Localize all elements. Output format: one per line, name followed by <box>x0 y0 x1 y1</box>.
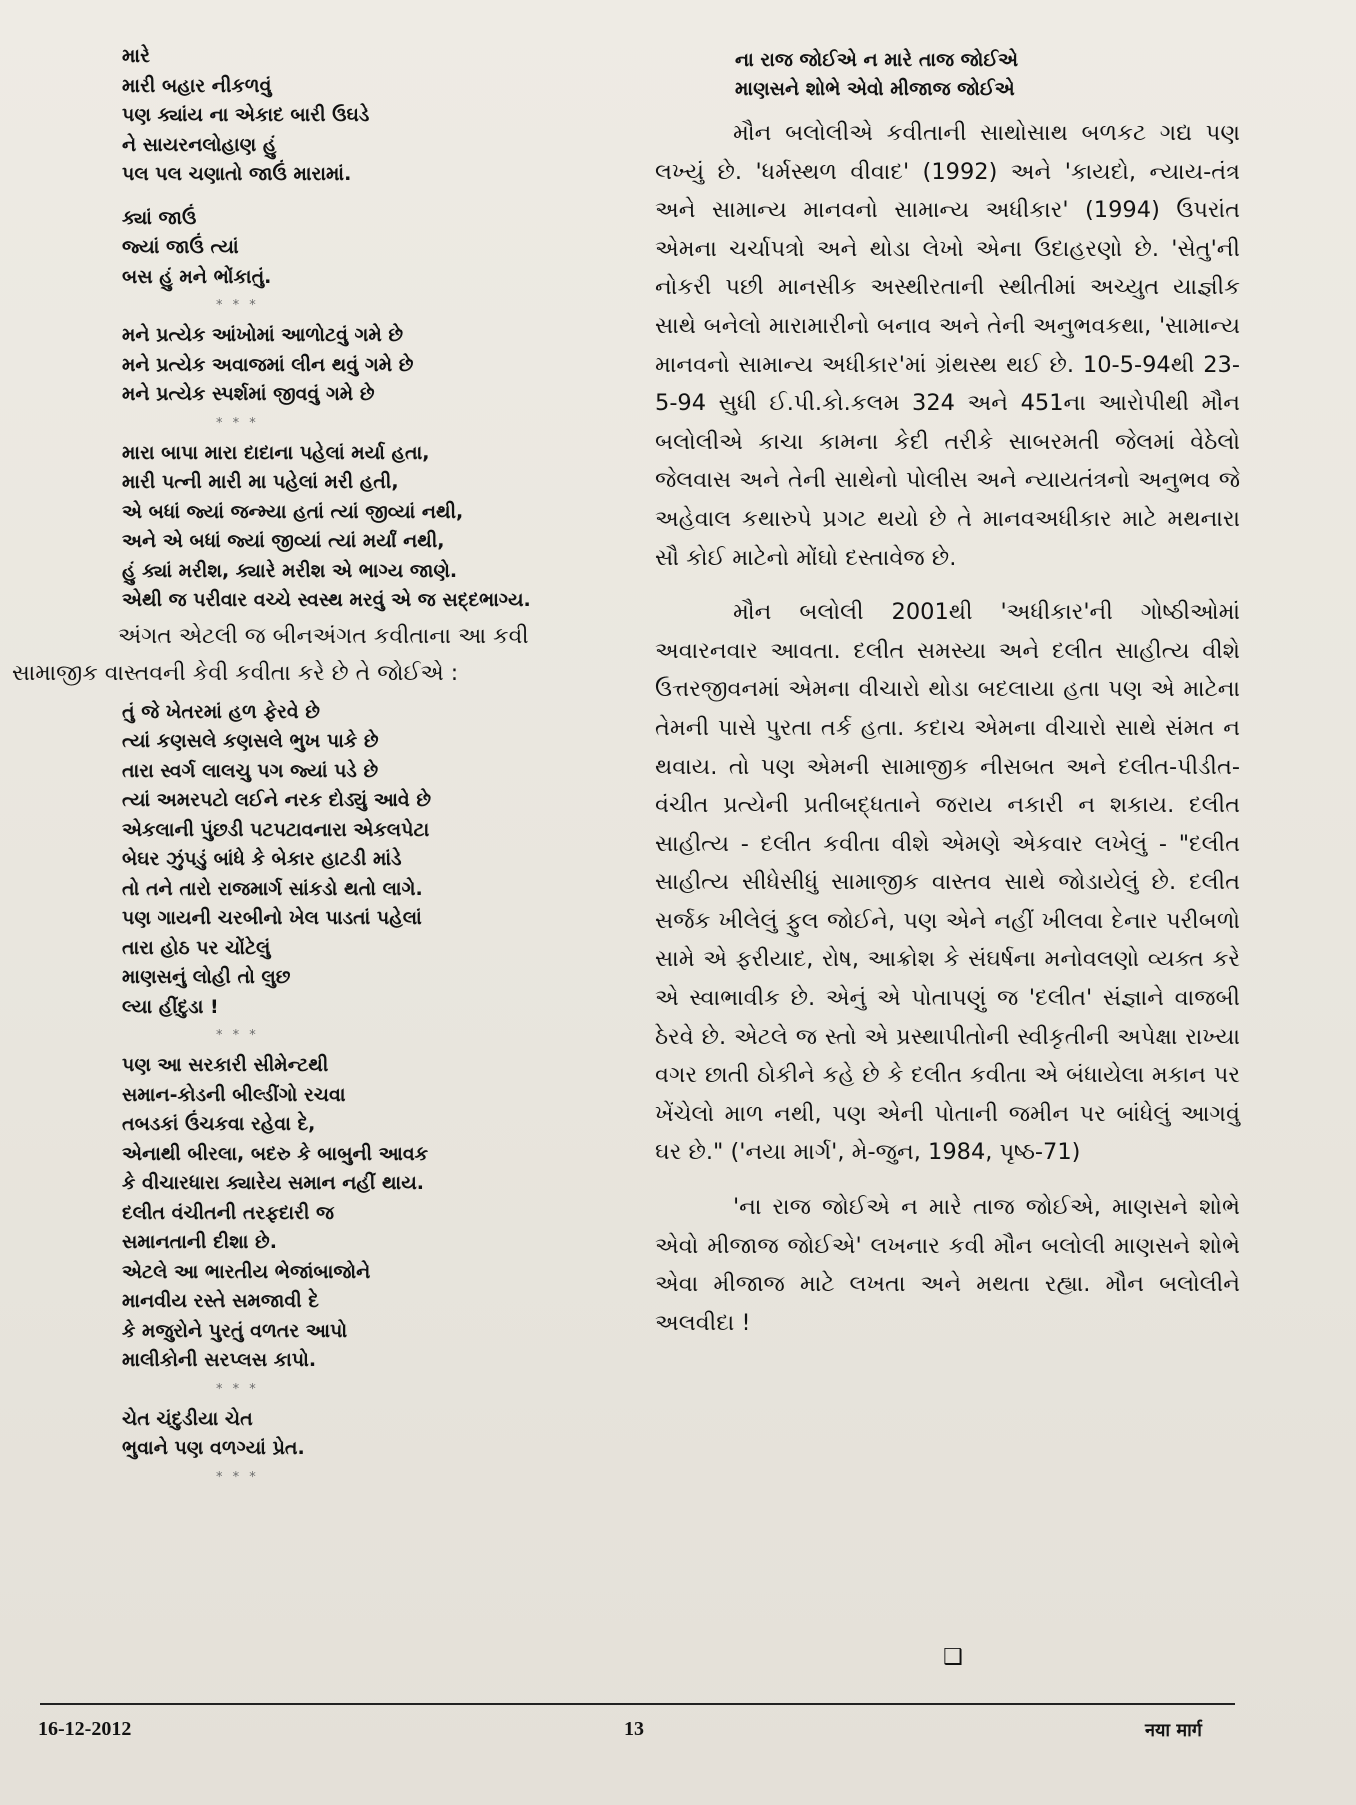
verse-line: મારી બહાર નીકળવું <box>122 74 272 97</box>
verse-line: દલીત વંચીતની તરફદારી જ <box>122 1201 335 1224</box>
verse-line: ક્યાં જાઉં <box>122 206 197 229</box>
verse-line: એનાથી બીરલા, બદરુ કે બાબુની આવક <box>122 1142 429 1165</box>
verse-line: ચેત ચંદુડીયા ચેત <box>122 1407 253 1430</box>
end-of-article-mark: ❑ <box>943 1645 963 1670</box>
verse-line: એ બધાં જ્યાં જન્મ્યા હતાં ત્યાં જીવ્યાં નથી, <box>122 500 464 523</box>
verse-line: પલ પલ ચણાતો જાઉં મારામાં. <box>122 163 352 185</box>
verse-line: તું જે ખેતરમાં હળ ફેરવે છે <box>122 700 320 723</box>
prose-line: સામાજીક વાસ્તવની કેવી કવીતા કરે છે તે જોઈએ : <box>12 660 459 686</box>
verse-line: અને એ બધાં જ્યાં જીવ્યાં ત્યાં મર્યાં નથી, <box>122 530 445 552</box>
verse-line: માનવીય રસ્તે સમજાવી દે <box>122 1290 319 1312</box>
verse-line: ભુવાને પણ વળગ્યાં પ્રેત. <box>122 1437 305 1459</box>
article-paragraph-1: મૌન બલોલીએ કવીતાની સાથોસાથ બળકટ ગદ્ય પણ લખ્યું છે. 'ધર્મસ્થળ વીવાદ' (1992) અને 'કાયદો, ન્યાય-તંત્ર અને સામાન્ય માનવનો સામાન્ય અધીકાર' (1994) ઉપરાંત એમના ચર્ચાપત્રો અને થોડા લેખો એના ઉદાહરણો છે. 'સેતુ'ની નોકરી પછી માનસીક અસ્થીરતાની સ્થીતીમાં અચ્યુત યાજ્ઞીક સાથે બનેલો મારામારીનો બનાવ અને તેની અનુભવકથા, 'સામાન્ય માનવનો સામાન્ય અધીકાર'માં ગ્રંથસ્થ થઈ છે. 10-5-94થી 23-5-94 સુધી ઈ.પી.કો.કલમ 324 અને 451ના આરોપીથી મૌન બલોલીએ કાચા કામના કેદી તરીકે સાબરમતી જેલમાં વેઠેલો જેલવાસ અને તેની સાથેનો પોલીસ અને ન્યાયતંત્રનો અનુભવ જે અહેવાલ કથારુપે પ્રગટ થયો છે તે માનવઅધીકાર માટે મથનારા સૌ કોઈ માટેનો મોંઘો દસ્તાવેજ છે. <box>655 120 1240 571</box>
verse-line: સમાનતાની દીશા છે. <box>122 1231 277 1253</box>
verse-line: માણસનું લોહી તો લુછ <box>122 966 291 988</box>
section-separator: * * * <box>216 415 259 431</box>
verse-line: એકલાની પુંછડી પટપટાવનારા એકલપેટા <box>122 818 430 841</box>
footer-date: 16-12-2012 <box>38 1718 132 1740</box>
verse-line: ને સાયરનલોહાણ હું <box>122 133 277 156</box>
verse-line: બસ હું મને ભોંકાતું. <box>122 265 272 288</box>
footer-divider <box>40 1703 1235 1705</box>
verse-line: માણસને શોભે એવો મીજાજ જોઈએ <box>735 78 1015 100</box>
verse-line: તો તને તારો રાજમાર્ગ સાંકડો થતો લાગે. <box>122 877 423 900</box>
poem-stanza-4 <box>122 439 640 616</box>
article-paragraph-3: 'ના રાજ જોઈએ ન મારે તાજ જોઈએ, માણસને શોભે એવો મીજાજ જોઈએ' લખનાર કવી મૌન બલોલી માણસને શોભે એવા મીજાજ માટે લખતા અને મથતા રહ્યા. મૌન બલોલીને અલવીદા ! <box>655 1194 1240 1336</box>
verse-line: એથી જ પરીવાર વચ્ચે સ્વસ્થ મરવું એ જ સદ્દભાગ્ય. <box>122 589 531 611</box>
verse-line: જ્યાં જાઉં ત્યાં <box>122 236 239 258</box>
section-separator: * * * <box>216 1028 259 1043</box>
verse-line: એટલે આ ભારતીય ભેજાંબાજોને <box>122 1260 371 1283</box>
verse-line: ના રાજ જોઈએ ન મારે તાજ જોઈએ <box>735 49 1019 71</box>
verse-line: મારા બાપા મારા દાદાના પહેલાં મર્યા હતા, <box>122 441 430 464</box>
poem-stanza-5 <box>122 698 640 1023</box>
verse-line: મને પ્રત્યેક સ્પર્શમાં જીવવું ગમે છે <box>122 383 375 405</box>
verse-line: હું ક્યાં મરીશ, ક્યારે મરીશ એ ભાગ્ય જાણે. <box>122 559 458 582</box>
verse-line: તારા હોઠ પર ચોંટેલું <box>122 936 271 959</box>
verse-line: સમાન-કોડની બીલ્ડીંગો રચવા <box>122 1083 346 1106</box>
article-paragraph-2: મૌન બલોલી 2001થી 'અધીકાર'ની ગોષ્ઠીઓમાં અવારનવાર આવતા. દલીત સમસ્યા અને દલીત સાહીત્ય વીશે ઉત્તરજીવનમાં એમના વીચારો થોડા બદલાયા હતા પણ એ માટેના તેમની પાસે પુરતા તર્ક હતા. કદાચ એમના વીચારો સાથે સંમત ન થવાય. તો પણ એમની સામાજીક નીસબત અને દલીત-પીડીત-વંચીત પ્રત્યેની પ્રતીબદ્ધતાને જરાય નકારી ન શકાય. દલીત સાહીત્ય - દલીત કવીતા વીશે એમણે એકવાર લખેલું - "દલીત સાહીત્ય સીધેસીધું સામાજીક વાસ્તવ સાથે જોડાયેલું છે. દલીત સર્જક ખીલેલું ફુલ જોઈને, પણ એને નહીં ખીલવા દેનાર પરીબળો સામે એ ફરીયાદ, રોષ, આક્રોશ કે સંઘર્ષના મનોવલણો વ્યક્ત કરે એ સ્વાભાવીક છે. એનું એ પોતાપણું જ 'દલીત' સંજ્ઞાને વાજબી ઠેરવે છે. એટલે જ સ્તો એ પ્રસ્થાપીતોની સ્વીકૃતીની અપેક્ષા રાખ્યા વગર છાતી ઠોકીને કહે છે કે દલીત કવીતા એ બંધાયેલા મકાન પર ખેંચેલો માળ નથી, પણ એની પોતાની જમીન પર બાંધેલું આગવું ઘર છે." ('નયા માર્ગ', મે-જુન, 1984, પૃષ્ઠ-71) <box>655 599 1240 1166</box>
prose-line: અંગત એટલી જ બીનઅંગત કવીતાના આ કવી <box>118 623 529 649</box>
verse-line: કે વીચારધારા ક્યારેય સમાન નહીં થાય. <box>122 1172 424 1194</box>
verse-line: માલીકોની સરપ્લસ કાપો. <box>122 1349 317 1371</box>
magazine-title: नया मार्ग <box>1145 1720 1202 1741</box>
intro-prose <box>12 618 640 692</box>
verse-line: લ્યા હીંદુડા ! <box>122 995 219 1018</box>
verse-line: તબડકાં ઉંચકવા રહેવા દે, <box>122 1113 316 1135</box>
verse-line: મારી પત્ની મારી મા પહેલાં મરી હતી, <box>122 471 399 493</box>
verse-line: મને પ્રત્યેક અવાજમાં લીન થવું ગમે છે <box>122 353 414 376</box>
poem-stanza-2 <box>122 204 640 293</box>
right-column <box>655 46 1240 1358</box>
poem-stanza-6 <box>122 1051 640 1376</box>
page-number: 13 <box>624 1718 644 1740</box>
poem-stanza-3 <box>122 321 640 410</box>
verse-line: ત્યાં કણસલે કણસલે ભુખ પાકે છે <box>122 730 379 752</box>
poem-stanza-1 <box>122 42 640 190</box>
verse-line: મારે <box>122 45 150 67</box>
verse-line: કે મજુરોને પુરતું વળતર આપો <box>122 1319 348 1342</box>
epigraph-verse <box>735 46 1240 104</box>
left-column <box>12 42 640 1493</box>
section-separator: * * * <box>216 1381 259 1397</box>
verse-line: મને પ્રત્યેક આંખોમાં આળોટવું ગમે છે <box>122 324 404 346</box>
verse-line: તારા સ્વર્ગ લાલચુ પગ જ્યાં પડે છે <box>122 759 379 782</box>
verse-line: પણ આ સરકારી સીમેન્ટથી <box>122 1054 329 1076</box>
section-separator: * * * <box>216 298 259 313</box>
verse-line: ત્યાં અમરપટો લઈને નરક દોડ્યું આવે છે <box>122 789 432 811</box>
poem-stanza-7 <box>122 1405 640 1464</box>
verse-line: બેઘર ઝુંપડું બાંધે કે બેકાર હાટડી માંડે <box>122 848 402 870</box>
section-separator: * * * <box>216 1469 259 1485</box>
verse-line: પણ ગાયની ચરબીનો ખેલ પાડતાં પહેલાં <box>122 907 422 929</box>
verse-line: પણ ક્યાંય ના એકાદ બારી ઉઘડે <box>122 104 370 126</box>
